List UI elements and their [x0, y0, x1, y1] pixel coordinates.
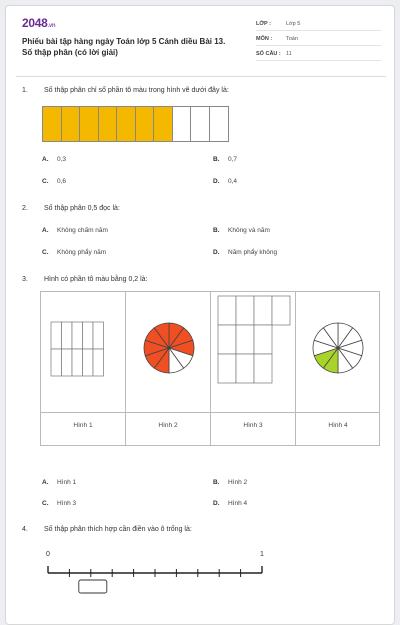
number-line: [40, 546, 280, 596]
q1-option-a[interactable]: A. 0,3: [42, 156, 67, 163]
grid-cell: [62, 322, 73, 349]
block-cell: [236, 354, 254, 383]
q2-option-c[interactable]: C. Không phẩy năm: [42, 249, 107, 256]
block-cell: [254, 354, 272, 383]
pie-figure-green: [310, 320, 366, 376]
grid-cell: [62, 349, 73, 376]
grid-cell: [72, 322, 83, 349]
strip-cell: [191, 107, 210, 141]
meta-info: [256, 18, 381, 63]
figure-cell-1: [41, 292, 126, 445]
strip-cell: [62, 107, 81, 141]
strip-cell: [154, 107, 173, 141]
q3-option-b[interactable]: B. Hình 2: [213, 479, 248, 486]
q1-option-d[interactable]: D. 0,4: [213, 178, 238, 185]
figure-caption-2: Hình 2: [126, 412, 210, 445]
grid-figure: [49, 320, 119, 380]
strip-cell: [43, 107, 62, 141]
figure-cell-4: [296, 292, 380, 445]
grid-cell: [72, 349, 83, 376]
q3-option-c[interactable]: C. Hình 3: [42, 500, 77, 507]
block-cell: [254, 296, 272, 325]
block-cell: [218, 354, 236, 383]
question-3: 3. Hình có phần tô màu bằng 0,2 là:: [22, 276, 148, 283]
grid-cell: [83, 322, 94, 349]
strip-cell: [136, 107, 155, 141]
grid-cell: [93, 322, 104, 349]
strip-cell: [80, 107, 99, 141]
fraction-strip: [42, 106, 229, 142]
q1-option-c[interactable]: C. 0,6: [42, 178, 67, 185]
grid-cell: [51, 322, 62, 349]
figure-cell-2: [126, 292, 211, 445]
meta-subject: MÔN : Toán: [256, 33, 381, 46]
block-cell: [218, 325, 236, 354]
answer-box[interactable]: [79, 580, 107, 593]
number-line-end-label: 1: [260, 551, 264, 558]
strip-cell: [99, 107, 118, 141]
figure-caption-3: Hình 3: [211, 412, 295, 445]
meta-class: LỚP : Lớp 5: [256, 18, 381, 31]
grid-cell: [93, 349, 104, 376]
block-cell: [218, 296, 236, 325]
figure-caption-4: Hình 4: [296, 412, 380, 445]
grid-cell: [83, 349, 94, 376]
strip-cell: [117, 107, 136, 141]
figure-caption-1: Hình 1: [41, 412, 125, 445]
worksheet-title: Phiếu bài tập hàng ngày Toán lớp 5 Cánh diều Bài 13. Số thập phân (có lời giải): [22, 37, 226, 57]
block-cell: [272, 296, 290, 325]
number-line-start-label: 0: [46, 551, 50, 558]
figure-cell-3: [211, 292, 296, 445]
q2-option-b[interactable]: B. Không và năm: [213, 227, 270, 234]
block-figure: [214, 294, 294, 390]
site-logo[interactable]: 2048.vn: [22, 16, 56, 30]
figure-table: [40, 291, 380, 446]
block-cell: [254, 325, 272, 354]
q3-option-a[interactable]: A. Hình 1: [42, 479, 77, 486]
worksheet: [5, 5, 395, 625]
question-2: 2. Số thập phân 0,5 đọc là:: [22, 205, 120, 212]
grid-cell: [51, 349, 62, 376]
question-1: 1. Số thập phân chỉ số phần tô màu trong hình vẽ dưới đây là:: [22, 87, 229, 94]
strip-cell: [173, 107, 192, 141]
strip-cell: [210, 107, 229, 141]
q2-option-a[interactable]: A. Không chấm năm: [42, 227, 108, 234]
block-cell: [236, 296, 254, 325]
meta-question-count: SỐ CÂU : 11: [256, 48, 381, 61]
question-4: 4. Số thập phân thích hợp cần điền vào ô trống là:: [22, 526, 192, 533]
q3-option-d[interactable]: D. Hình 4: [213, 500, 248, 507]
block-cell: [236, 325, 254, 354]
pie-figure-red: [141, 320, 197, 376]
q1-option-b[interactable]: B. 0,7: [213, 156, 238, 163]
header-divider: [16, 76, 386, 77]
q2-option-d[interactable]: D. Năm phẩy không: [213, 249, 278, 256]
